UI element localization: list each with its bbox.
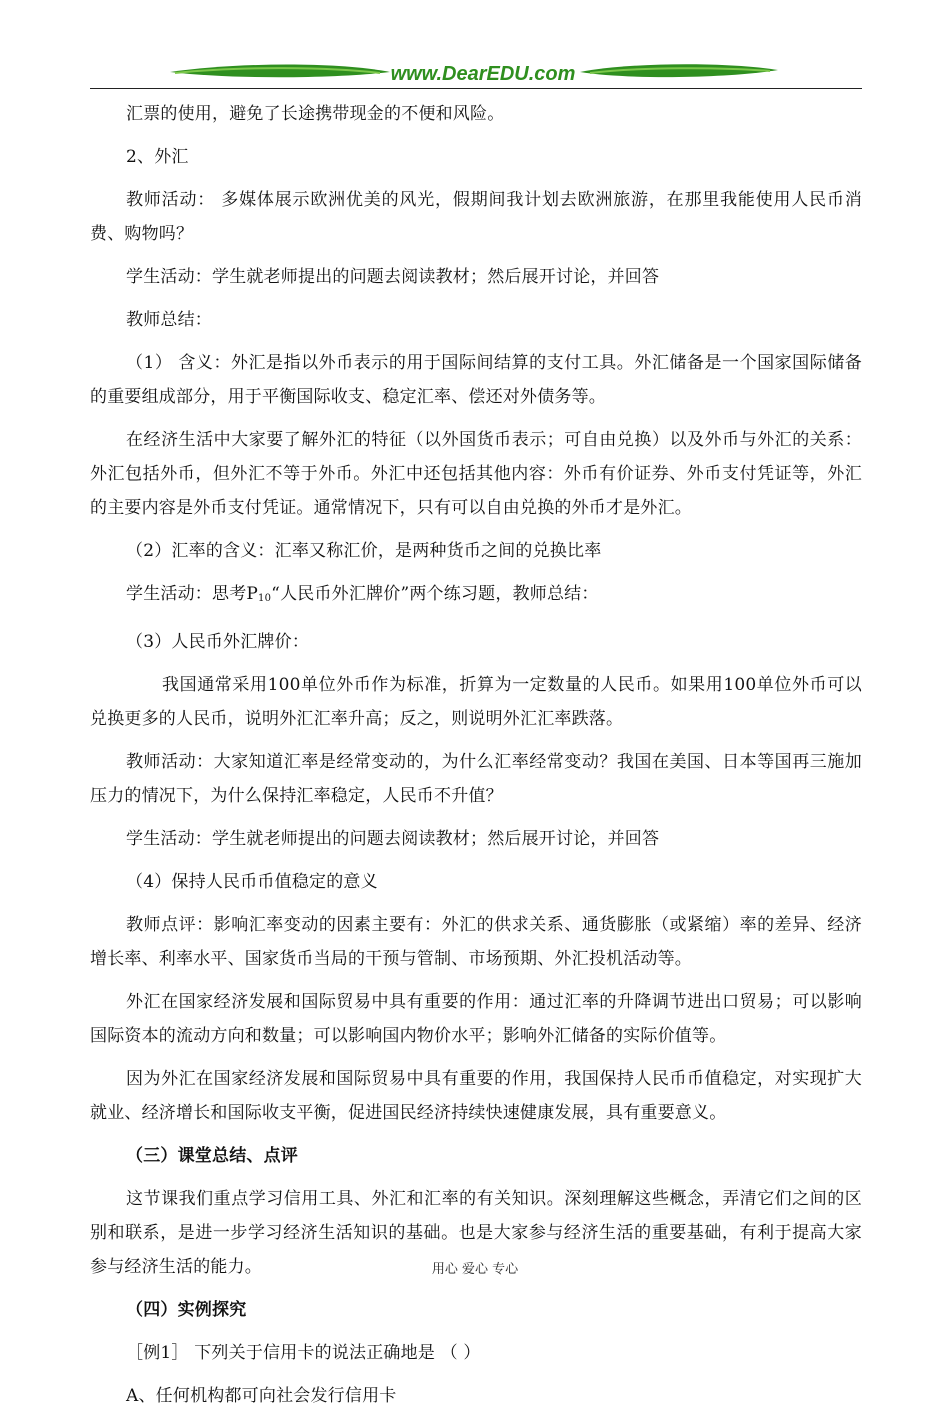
site-name: www.DearEDU.com [390, 63, 576, 85]
paragraph-student-activity-1: 学生活动：学生就老师提出的问题去阅读教材；然后展开讨论，并回答 [126, 267, 660, 287]
page-footer: 用心 爱心 专心 [431, 1262, 519, 1277]
paragraph-summary: 这节课我们重点学习信用工具、外汇和汇率的有关知识。深刻理解这些概念，弄清它们之间的区别和联系，是进一步学习经济生活知识的基础。也是大家参与经济生活的重要基础，有利于提高大家参与经济生活的能力。 [90, 1189, 862, 1277]
heading-foreign-exchange: 2、外汇 [126, 147, 189, 167]
page-subscript: 10 [258, 593, 272, 604]
document-body [90, 97, 862, 1422]
paragraph-teacher-comment: 教师点评：影响汇率变动的因素主要有：外汇的供求关系、通货膨胀（或紧缩）率的差异、经济增长率、利率水平、国家货币当局的干预与管制、市场预期、外汇投机活动等。 [90, 915, 862, 969]
paragraph-example-question: ［例1］ 下列关于信用卡的说法正确地是 （ ） [126, 1343, 481, 1363]
paragraph-option-a: A、任何机构都可向社会发行信用卡 [126, 1386, 397, 1406]
paragraph-stability-heading: （4）保持人民币币值稳定的意义 [126, 872, 378, 892]
paragraph-student-activity-2 [90, 577, 862, 616]
paragraph-student-activity-3: 学生活动：学生就老师提出的问题去阅读教材；然后展开讨论，并回答 [126, 829, 660, 849]
paragraph-stability-importance: 因为外汇在国家经济发展和国际贸易中具有重要的作用，我国保持人民币币值稳定，对实现扩大就业、经济增长和国际收支平衡，促进国民经济持续快速健康发展，具有重要意义。 [90, 1069, 862, 1123]
header-rule [90, 88, 862, 89]
section-heading-summary: （三）课堂总结、点评 [126, 1146, 298, 1166]
paragraph-bill-usage: 汇票的使用，避免了长途携带现金的不便和风险。 [126, 104, 505, 124]
paragraph-teacher-activity-2: 教师活动：大家知道汇率是经常变动的，为什么汇率经常变动？我国在美国、日本等国再三施加压力的情况下，为什么保持汇率稳定，人民币不升值？ [90, 752, 862, 806]
paragraph-definition: （1） 含义：外汇是指以外币表示的用于国际间结算的支付工具。外汇储备是一个国家国际储备的重要组成部分，用于平衡国际收支、稳定汇率、偿还对外债务等。 [90, 353, 862, 407]
paragraph-role-of-fx: 外汇在国家经济发展和国际贸易中具有重要的作用：通过汇率的升降调节进出口贸易；可以影响国际资本的流动方向和数量；可以影响国内物价水平；影响外汇储备的实际价值等。 [90, 992, 862, 1046]
paragraph-rmb-rate-heading: （3）人民币外汇牌价： [126, 632, 310, 652]
paragraph-rmb-rate-explain: 我国通常采用100单位外币作为标准，折算为一定数量的人民币。如果用100单位外币可以兑换更多的人民币，说明外汇汇率升高；反之，则说明外汇汇率跌落。 [90, 675, 862, 729]
site-banner-graphic [90, 58, 862, 92]
section-heading-case-study: （四）实例探究 [126, 1300, 247, 1320]
paragraph-teacher-summary-label: 教师总结： [126, 310, 212, 330]
paragraph-teacher-activity-1: 教师活动： 多媒体展示欧洲优美的风光，假期间我计划去欧洲旅游，在那里我能使用人民币消费、购物吗？ [90, 190, 862, 244]
student-activity-2-rest: “人民币外汇牌价”两个练习题，教师总结： [271, 584, 599, 604]
paragraph-characteristics: 在经济生活中大家要了解外汇的特征（以外国货币表示；可自由兑换）以及外币与外汇的关系：外汇包括外币，但外汇不等于外币。外汇中还包括其他内容：外币有价证券、外币支付凭证等，外汇的主要内容是外币支付凭证。通常情况下，只有可以自由兑换的外币才是外汇。 [90, 430, 862, 518]
site-header-banner [90, 58, 862, 92]
paragraph-exchange-rate: （2）汇率的含义：汇率又称汇价，是两种货币之间的兑换比率 [126, 541, 602, 561]
student-activity-2-text: 学生活动：思考P [126, 584, 259, 604]
